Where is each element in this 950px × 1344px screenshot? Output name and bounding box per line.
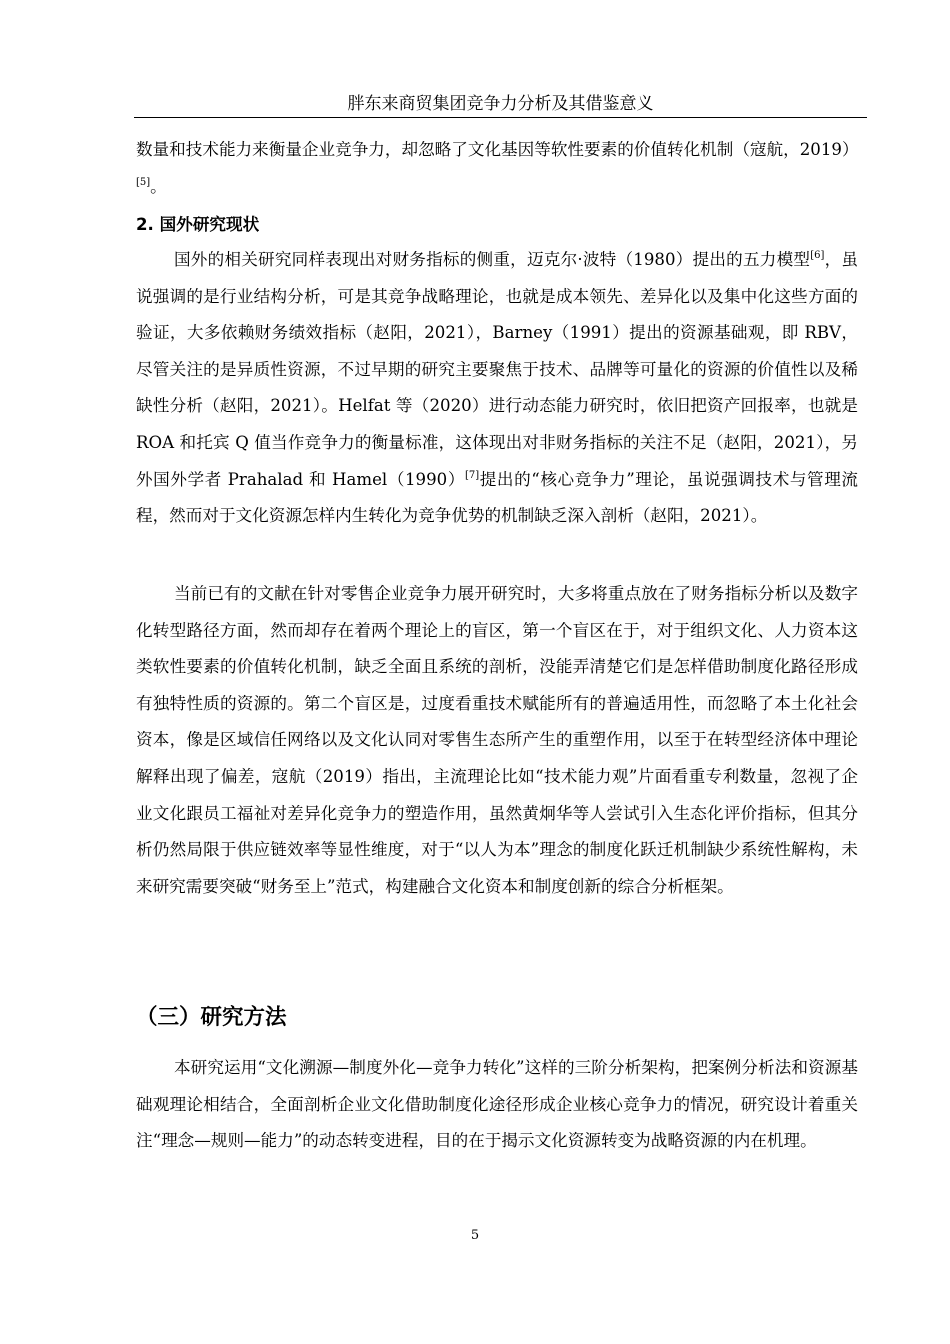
- citation-6: [6]: [810, 250, 825, 261]
- header-rule: [134, 117, 867, 118]
- paragraph-text-part-a: 国外的相关研究同样表现出对财务指标的侧重，迈克尔·波特（1980）提出的五力模型: [174, 250, 811, 269]
- section-heading-research-methods: （三）研究方法: [136, 1005, 287, 1030]
- paragraph-text-part-b: ，虽说强调的是行业结构分析，可是其竞争战略理论，也就是成本领先、差异化以及集中化这些方面的验证，大多依赖财务绩效指标（赵阳，2021），Barney（1991）提出的资源基础观，即 RBV，尽管关注的是异质性资源，不过早期的研究主要聚焦于技术、品牌等可量化的资源的价值性以及稀缺性分析（赵阳，2021）。Helfat 等（2020）进行动态能力研究时，依旧把资产回报率，也就是 ROA 和托宾 Q 值当作竞争力的衡量标准，这体现出对非财务指标的关注不足（赵阳，2021），另外国外学者 Prahalad 和 Hamel（1990）: [136, 250, 858, 489]
- paragraph-foreign-research: [136, 242, 858, 535]
- running-header-title: 胖东来商贸集团竞争力分析及其借鉴意义: [347, 94, 654, 114]
- paragraph-research-methods: 本研究运用“文化溯源—制度外化—竞争力转化”这样的三阶分析架构，把案例分析法和资源基础观理论相结合，全面剖析企业文化借助制度化途径形成企业核心竞争力的情况，研究设计着重关注“理念—规则—能力”的动态转变进程，目的在于揭示文化资源转变为战略资源的内在机理。: [136, 1058, 858, 1151]
- page-number: 5: [470, 1228, 480, 1243]
- section-heading-foreign-research: 2. 国外研究现状: [136, 215, 260, 234]
- citation-5: [5]: [136, 176, 151, 188]
- paragraph-text: 数量和技术能力来衡量企业竞争力，却忽略了文化基因等软性要素的价值转化机制（寇航，2019）: [136, 140, 859, 159]
- citation-7: [7]: [465, 469, 480, 481]
- paragraph-text-part-c: 提出的“核心竞争力”理论，虽说强调技术与管理流程，然而对于文化资源怎样内生转化为竞争优势的机制缺乏深入剖析（赵阳，2021）。: [136, 469, 858, 526]
- paragraph-text-end: 。: [150, 176, 167, 196]
- paragraph-literature-gaps: 当前已有的文献在针对零售企业竞争力展开研究时，大多将重点放在了财务指标分析以及数字化转型路径方面，然而却存在着两个理论上的盲区，第一个盲区在于，对于组织文化、人力资本这类软性要素的价值转化机制，缺乏全面且系统的剖析，没能弄清楚它们是怎样借助制度化路径形成有独特性质的资源的。第二个盲区是，过度看重技术赋能所有的普遍适用性，而忽略了本土化社会资本，像是区域信任网络以及文化认同对零售生态所产生的重塑作用，以至于在转型经济体中理论解释出现了偏差，寇航（2019）指出，主流理论比如“技术能力观”片面看重专利数量，忽视了企业文化跟员工福祉对差异化竞争力的塑造作用，虽然黄炯华等人尝试引入生态化评价指标，但其分析仍然局限于供应链效率等显性维度，对于“以人为本”理念的制度化跃迁机制缺少系统性解构，未来研究需要突破“财务至上”范式，构建融合文化资本和制度创新的综合分析框架。: [136, 584, 858, 896]
- paragraph-domestic-review-end: [136, 132, 858, 205]
